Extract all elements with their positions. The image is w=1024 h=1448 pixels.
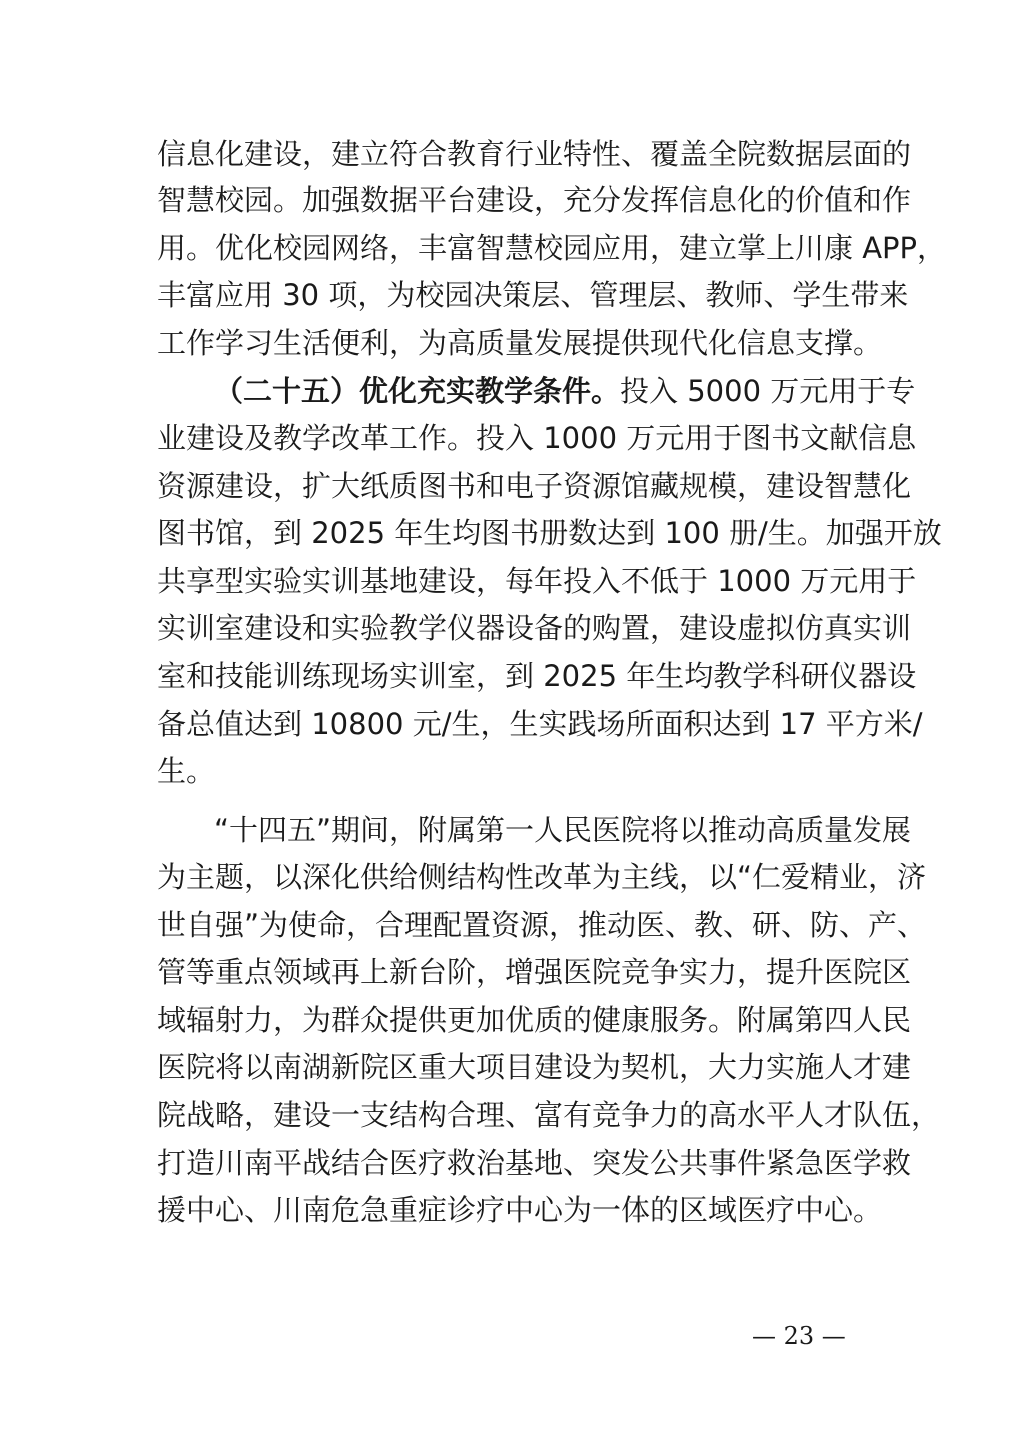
text-line: 援中心、川南危急重症诊疗中心为一体的区域医疗中心。: [157, 1193, 883, 1227]
text-line: 医院将以南湖新院区重大项目建设为契机，大力实施人才建: [157, 1050, 912, 1084]
text-line: 实训室建设和实验教学仪器设备的购置，建设虚拟仿真实训: [157, 611, 912, 645]
text-line: 用。优化校园网络，丰富智慧校园应用，建立掌上川康 APP，: [157, 231, 947, 265]
text-line: 生。: [157, 754, 216, 788]
text-line: 共享型实验实训基地建设，每年投入不低于 1000 万元用于: [157, 564, 917, 598]
text-line: 工作学习生活便利，为高质量发展提供现代化信息支撑。: [157, 326, 883, 360]
text-line: 业建设及教学改革工作。投入 1000 万元用于图书文献信息: [157, 421, 917, 455]
text-line: 为主题，以深化供给侧结构性改革为主线，以“仁爱精业，济: [157, 860, 927, 894]
text-line: 打造川南平战结合医疗救治基地、突发公共事件紧急医学救: [157, 1146, 912, 1180]
text-line: 院战略，建设一支结构合理、富有竞争力的高水平人才队伍，: [157, 1098, 941, 1132]
text-line: 世自强”为使命，合理配置资源，推动医、教、研、防、产、: [157, 908, 927, 942]
text-line-first: [214, 371, 916, 411]
page-number: — 23 —: [752, 1322, 846, 1350]
text-line: 智慧校园。加强数据平台建设，充分发挥信息化的价值和作: [157, 183, 912, 217]
text-line: 管等重点领域再上新台阶，增强医院竞争实力，提升医院区: [157, 955, 912, 989]
text-line: 信息化建设，建立符合教育行业特性、覆盖全院数据层面的: [157, 137, 912, 171]
text-line: 丰富应用 30 项，为校园决策层、管理层、教师、学生带来: [157, 278, 909, 312]
text-line: 图书馆，到 2025 年生均图书册数达到 100 册/生。加强开放: [157, 516, 942, 550]
text-line: 备总值达到 10800 元/生，生实践场所面积达到 17 平方米/: [157, 707, 923, 741]
text-line: 资源建设，扩大纸质图书和电子资源馆藏规模，建设智慧化: [157, 469, 912, 503]
section-heading: （二十五）优化充实教学条件。: [214, 374, 621, 408]
text-line: 域辐射力，为群众提供更加优质的健康服务。附属第四人民: [157, 1003, 912, 1037]
text-line-first: “十四五”期间，附属第一人民医院将以推动高质量发展: [214, 813, 912, 847]
text-line: 室和技能训练现场实训室，到 2025 年生均教学科研仪器设: [157, 659, 917, 693]
text-span: 投入 5000 万元用于专: [620, 374, 916, 408]
